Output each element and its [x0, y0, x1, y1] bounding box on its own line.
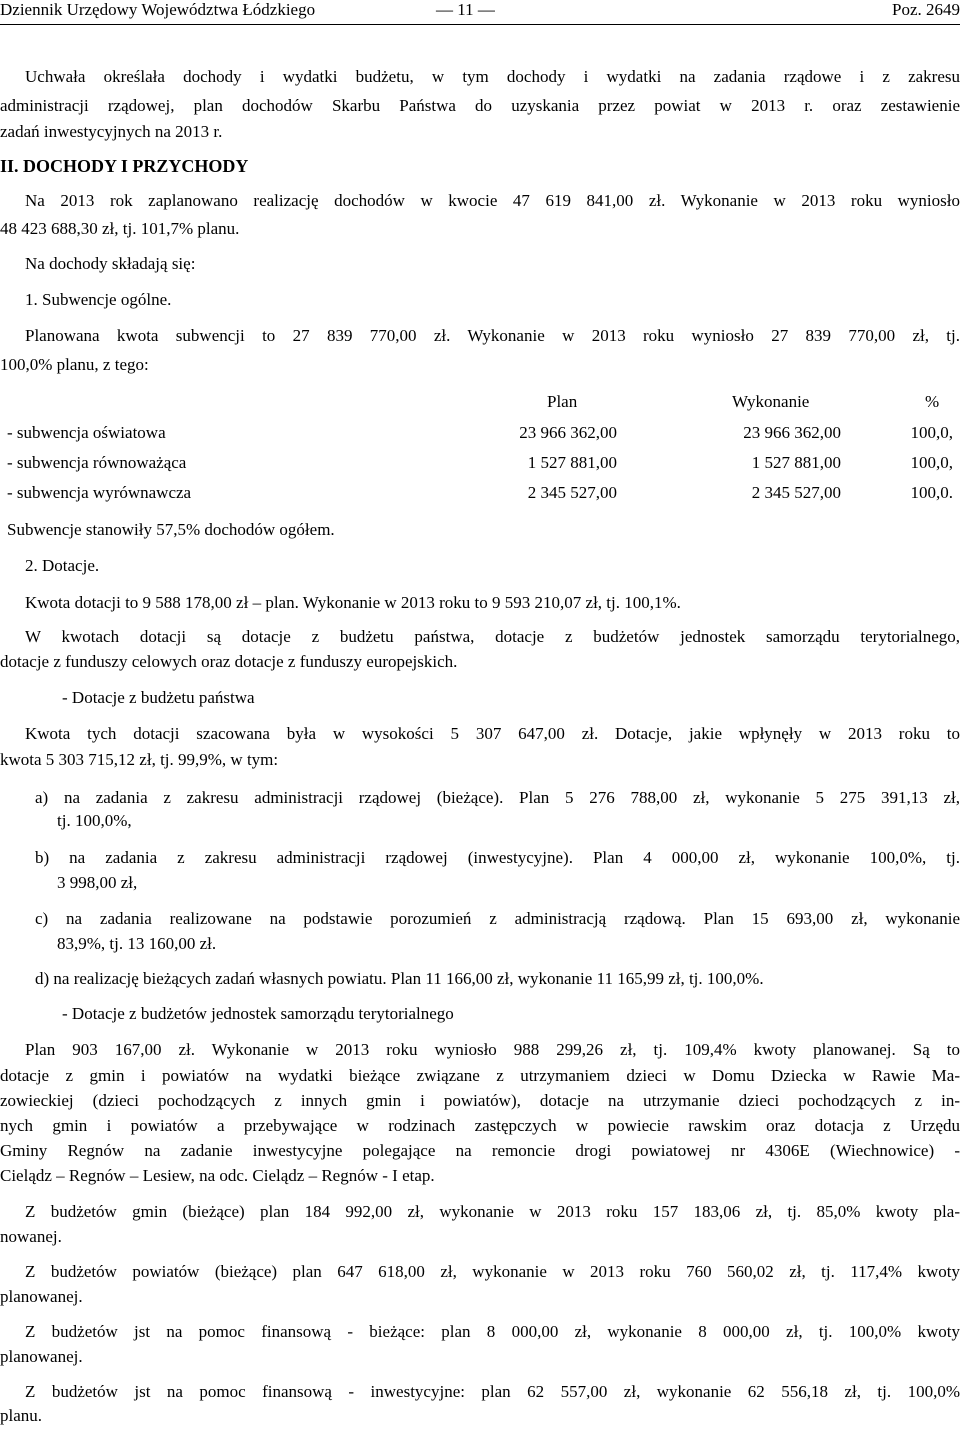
item-c-line-1: c) na zadania realizowane na podstawie porozumień z administracją rządową. Plan 15 693,00 zł, wykonanie — [35, 909, 960, 928]
grants-amount: Kwota dotacji to 9 588 178,00 zł – plan. Wykonanie w 2013 roku to 9 593 210,07 zł, tj. 100,1%. — [25, 593, 681, 612]
jst-line-2: dotacje z gmin i powiatów na wydatki bieżące związane z utrzymaniem dzieci w Domu Dziecka w Rawie Ma- — [0, 1066, 960, 1085]
gmin-line-1: Z budżetów gmin (bieżące) plan 184 992,00 zł, wykonanie w 2013 roku 157 183,06 zł, tj. 85,0% kwoty pla- — [25, 1202, 960, 1221]
page-header — [0, 0, 960, 25]
jst-line-6: Cielądz – Regnów – Lesiew, na odc. Cielądz – Regnów - I etap. — [0, 1166, 435, 1185]
jst-line-1: Plan 903 167,00 zł. Wykonanie w 2013 roku wyniosło 988 299,26 zł, tj. 109,4% kwoty planowanej. Są to — [25, 1040, 960, 1059]
row-name: - subwencja oświatowa — [7, 423, 166, 442]
row-execution: 2 345 527,00 — [751, 483, 841, 502]
gmin-line-2: nowanej. — [0, 1227, 62, 1246]
row-execution: 1 527 881,00 — [751, 453, 841, 472]
jst-line-4: nych gmin i powiatów a przebywające w rodzinach zastępczych w powiecie rawskim oraz dotacja z Urzędu — [0, 1116, 960, 1135]
item-a-line-2: tj. 100,0%, — [57, 811, 132, 830]
row-plan: 1 527 881,00 — [527, 453, 617, 472]
journal-title: Dziennik Urzędowy Województwa Łódzkiego — [0, 0, 316, 19]
row-plan: 23 966 362,00 — [519, 423, 617, 442]
aid-current-line-1: Z budżetów jst na pomoc finansową - bieżące: plan 8 000,00 zł, wykonanie 8 000,00 zł, tj. 100,0% kwoty — [25, 1322, 960, 1341]
item-b-line-1: b) na zadania z zakresu administracji rządowej (inwestycyjne). Plan 4 000,00 zł, wykonanie 100,0%, tj. — [35, 848, 960, 867]
page-number: — 11 — — [436, 0, 495, 19]
col-header-percent: % — [925, 392, 940, 411]
row-name: - subwencja równoważąca — [7, 453, 187, 472]
item-d-line-1: d) na realizację bieżących zadań własnych powiatu. Plan 11 166,00 zł, wykonanie 11 165,99 zł, tj. 100,0%. — [35, 969, 764, 988]
aid-current-line-2: planowanej. — [0, 1347, 83, 1366]
row-name: - subwencja wyrównawcza — [7, 483, 192, 502]
grants-types-2: dotacje z funduszy celowych oraz dotacje z funduszy europejskich. — [0, 652, 458, 671]
grants-types-1: W kwotach dotacji są dotacje z budżetu państwa, dotacje z budżetów jednostek samorządu terytorialnego, — [25, 627, 960, 646]
intro-line-3: zadań inwestycyjnych na 2013 r. — [0, 122, 223, 141]
state-grants-heading: - Dotacje z budżetu państwa — [62, 688, 255, 707]
state-grants-line-2: kwota 5 303 715,12 zł, tj. 99,9%, w tym: — [0, 750, 279, 769]
jst-grants-heading: - Dotacje z budżetów jednostek samorządu terytorialnego — [62, 1004, 454, 1023]
state-grants-line-1: Kwota tych dotacji szacowana była w wysokości 5 307 647,00 zł. Dotacje, jakie wpłynęły w 2013 roku to — [25, 724, 960, 743]
col-header-plan: Plan — [547, 392, 578, 411]
income-composition: Na dochody składają się: — [25, 254, 196, 273]
powiat-line-1: Z budżetów powiatów (bieżące) plan 647 618,00 zł, wykonanie w 2013 roku 760 560,02 zł, tj. 117,4% kwoty — [25, 1262, 960, 1281]
item-b-line-2: 3 998,00 zł, — [57, 873, 138, 892]
section-title: II. DOCHODY I PRZYCHODY — [0, 156, 249, 176]
powiat-line-2: planowanej. — [0, 1287, 83, 1306]
subsidies-heading: 1. Subwencje ogólne. — [25, 290, 172, 309]
row-execution: 23 966 362,00 — [743, 423, 841, 442]
row-percent: 100,0. — [910, 483, 953, 502]
row-percent: 100,0, — [910, 453, 953, 472]
income-line-1: Na 2013 rok zaplanowano realizację dochodów w kwocie 47 619 841,00 zł. Wykonanie w 2013 roku wyniosło — [25, 191, 960, 210]
jst-line-5: Gminy Regnów na zadanie inwestycyjne polegające na remoncie drogi powiatowej nr 4306E (Wiechnowice) - — [0, 1141, 960, 1160]
item-c-line-2: 83,9%, tj. 13 160,00 zł. — [57, 934, 217, 953]
aid-investment-line-1: Z budżetów jst na pomoc finansową - inwestycyjne: plan 62 557,00 zł, wykonanie 62 556,18 zł, tj. 100,0% — [25, 1382, 960, 1401]
position-number: Poz. 2649 — [892, 0, 960, 19]
intro-line-2: administracji rządowej, plan dochodów Skarbu Państwa do uzyskania przez powiat w 2013 r. oraz zestawienie — [0, 96, 960, 115]
income-line-2: 48 423 688,30 zł, tj. 101,7% planu. — [0, 219, 240, 238]
grants-heading: 2. Dotacje. — [25, 556, 100, 575]
subsidies-para-1: Planowana kwota subwencji to 27 839 770,00 zł. Wykonanie w 2013 roku wyniosło 27 839 770,00 zł, tj. — [25, 326, 960, 345]
row-plan: 2 345 527,00 — [527, 483, 617, 502]
subsidies-share: Subwencje stanowiły 57,5% dochodów ogółem. — [7, 520, 335, 539]
jst-line-3: zowieckiej (dzieci pochodzących z innych gmin i powiatów), dotacje na utrzymanie dzieci pochodzących z in- — [0, 1091, 960, 1110]
subsidies-para-2: 100,0% planu, z tego: — [0, 355, 149, 374]
col-header-execution: Wykonanie — [732, 392, 810, 411]
aid-investment-line-2: planu. — [0, 1406, 43, 1425]
item-a-line-1: a) na zadania z zakresu administracji rządowej (bieżące). Plan 5 276 788,00 zł, wykonanie 5 275 391,13 zł, — [35, 788, 960, 807]
intro-line-1: Uchwała określała dochody i wydatki budżetu, w tym dochody i wydatki na zadania rządowe i z zakresu — [25, 67, 960, 86]
row-percent: 100,0, — [910, 423, 953, 442]
